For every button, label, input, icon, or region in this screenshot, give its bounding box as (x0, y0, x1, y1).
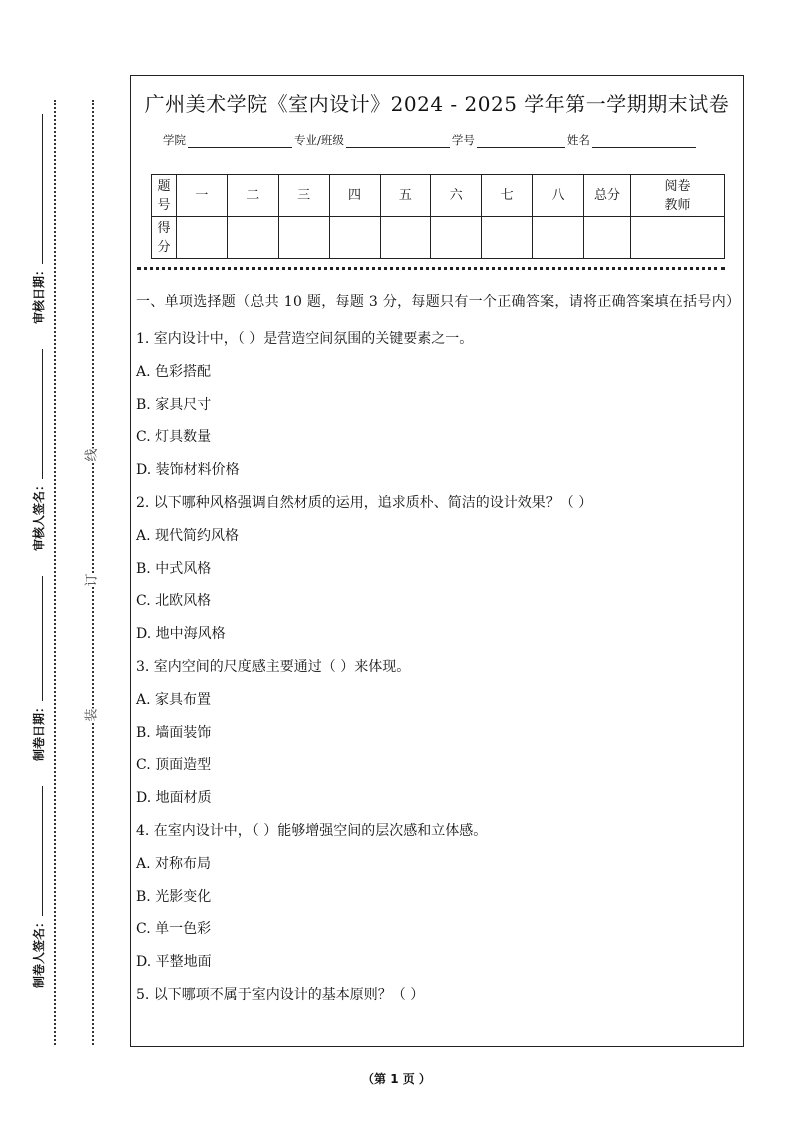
binding-dotted-line-outer (54, 100, 56, 1045)
answer-option: A. 色彩搭配 (136, 363, 212, 380)
question-stem: 4. 在室内设计中，（ ）能够增强空间的层次感和立体感。 (136, 822, 488, 839)
answer-option: D. 地中海风格 (136, 626, 226, 643)
score-cell[interactable] (278, 217, 329, 259)
score-cell[interactable] (227, 217, 278, 259)
score-cell[interactable] (329, 217, 380, 259)
college-field[interactable] (188, 135, 292, 148)
col-header: 四 (329, 175, 380, 217)
signature-margin (28, 90, 48, 1050)
question-list (136, 323, 735, 1012)
exam-body (136, 292, 741, 1012)
col-header: 八 (533, 175, 584, 217)
major-class-field[interactable] (346, 135, 450, 148)
binding-mark-ding: 订 (84, 573, 100, 587)
question-stem: 5. 以下哪项不属于室内设计的基本原则？（ ） (136, 986, 425, 1003)
score-cell-total[interactable] (584, 217, 631, 259)
answer-option: C. 北欧风格 (136, 593, 212, 610)
answer-option: A. 家具布置 (136, 691, 212, 708)
student-id-field[interactable] (477, 135, 565, 148)
question-number-row (152, 175, 725, 217)
score-cell[interactable] (431, 217, 482, 259)
answer-option: D. 平整地面 (136, 954, 212, 971)
answer-option: D. 地面材质 (136, 790, 212, 807)
name-label: 姓名 (566, 133, 590, 147)
student-info-row (163, 132, 698, 148)
answer-option: C. 顶面造型 (136, 757, 212, 774)
student-id-label: 学号 (451, 133, 475, 147)
answer-option: B. 光影变化 (136, 888, 212, 905)
name-field[interactable] (592, 135, 696, 148)
score-table (151, 174, 725, 259)
answer-option: A. 现代简约风格 (136, 527, 240, 544)
review-date-label: 审核日期： (31, 263, 46, 324)
answer-option: B. 墙面装饰 (136, 724, 212, 741)
col-header: 七 (482, 175, 533, 217)
score-cell[interactable] (482, 217, 533, 259)
maker-date-label: 制卷日期： (31, 700, 46, 761)
col-header-grader: 阅卷教师 (631, 175, 725, 217)
col-header: 三 (278, 175, 329, 217)
row-label-score: 得分 (152, 217, 177, 259)
major-class-label: 专业/班级 (294, 133, 344, 147)
college-label: 学院 (163, 133, 186, 147)
answer-option: D. 装饰材料价格 (136, 462, 240, 479)
dotted-divider (137, 267, 725, 270)
answer-option: C. 单一色彩 (136, 921, 212, 938)
answer-option: A. 对称布局 (136, 855, 212, 872)
col-header: 二 (227, 175, 278, 217)
col-header: 五 (380, 175, 431, 217)
page-number: （第 1 页 ） (362, 1072, 431, 1086)
exam-title: 广州美术学院《室内设计》2024 - 2025 学年第一学期期末试卷 (144, 92, 730, 116)
col-header: 一 (177, 175, 228, 217)
answer-option: C. 灯具数量 (136, 429, 212, 446)
score-cell[interactable] (533, 217, 584, 259)
reviewer-signature-field[interactable] (33, 349, 43, 479)
question-stem: 2. 以下哪种风格强调自然材质的运用，追求质朴、简洁的设计效果？（ ） (136, 494, 593, 511)
review-date-field[interactable] (33, 114, 43, 264)
maker-date-field[interactable] (33, 576, 43, 701)
score-cell[interactable] (177, 217, 228, 259)
score-cell-grader[interactable] (631, 217, 725, 259)
score-cell[interactable] (380, 217, 431, 259)
maker-signature-field[interactable] (33, 786, 43, 916)
col-header-total: 总分 (584, 175, 631, 217)
binding-mark-xian: 线 (84, 448, 100, 462)
binding-mark-zhuang: 装 (84, 708, 100, 722)
score-row (152, 217, 725, 259)
exam-frame (130, 75, 744, 1047)
maker-signature-label: 制卷人签名： (31, 915, 46, 988)
answer-option: B. 中式风格 (136, 560, 212, 577)
row-label-question: 题号 (152, 175, 177, 217)
col-header: 六 (431, 175, 482, 217)
section-heading: 一、单项选择题（总共 10 题，每题 3 分，每题只有一个正确答案，请将正确答案填在括号内） (136, 294, 741, 310)
question-stem: 1. 室内设计中，（ ）是营造空间氛围的关键要素之一。 (136, 331, 474, 347)
question-stem: 3. 室内空间的尺度感主要通过（ ）来体现。 (136, 658, 411, 675)
answer-option: B. 家具尺寸 (136, 396, 212, 413)
reviewer-signature-label: 审核人签名： (31, 478, 46, 551)
